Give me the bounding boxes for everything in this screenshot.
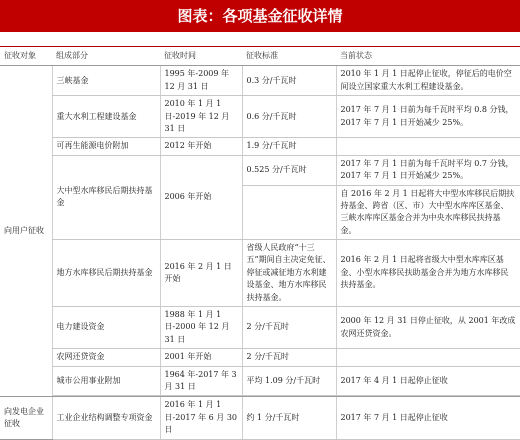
cell-time: 1988 年 1 月 1 日-2000 年 12 月 31 日 xyxy=(160,307,242,349)
cell-standard: 1.9 分/千瓦时 xyxy=(242,138,336,155)
table-header-row xyxy=(0,47,520,66)
cell-standard-empty xyxy=(242,185,336,240)
cell-status xyxy=(336,138,520,155)
table-row xyxy=(0,397,520,439)
cell-time: 2001 年开始 xyxy=(160,349,242,366)
cell-time: 2006 年开始 xyxy=(160,155,242,239)
table-row xyxy=(0,155,520,185)
cell-component: 电力建设资金 xyxy=(52,307,160,349)
table-row xyxy=(0,349,520,366)
cell-status: 2000 年 12 月 31 日停止征收，从 2001 年改成农网还贷资金。 xyxy=(336,307,520,349)
cell-component: 农网还贷资金 xyxy=(52,349,160,366)
cell-component: 三峡基金 xyxy=(52,66,160,96)
cell-standard: 0.3 分/千瓦时 xyxy=(242,66,336,96)
cell-component: 地方水库移民后期扶持基金 xyxy=(52,240,160,307)
cell-standard: 0.6 分/千瓦时 xyxy=(242,96,336,138)
table-row xyxy=(0,366,520,396)
group-generators-label: 向发电企业征收 xyxy=(0,397,52,439)
cell-standard: 省级人民政府“十三五”期间自主决定免征、停征或减征地方水利建设基金、地方水库移民扶持基金。 xyxy=(242,240,336,307)
cell-status: 2017 年 4 月 1 日起停止征收 xyxy=(336,366,520,396)
cell-component: 重大水利工程建设基金 xyxy=(52,96,160,138)
cell-time: 1964 年-2017 年 3 月 31 日 xyxy=(160,366,242,396)
table-row xyxy=(0,307,520,349)
group-users-label: 向用户征收 xyxy=(0,66,52,397)
cell-standard: 0.525 分/千瓦时 xyxy=(242,155,336,185)
cell-time: 1995 年-2009 年 12 月 31 日 xyxy=(160,66,242,96)
header-component: 组成部分 xyxy=(52,47,160,66)
cell-time: 2012 年开始 xyxy=(160,138,242,155)
cell-status: 2017 年 7 月 1 日前为每千瓦时平均 0.8 分钱，2017 年 7 月 1 日开始减少 25%。 xyxy=(336,96,520,138)
cell-status: 2016 年 2 月 1 日起将省级大中型水库库区基金、小型水库移民扶助基金合并为地方水库移民扶持基金。 xyxy=(336,240,520,307)
cell-standard: 约 1 分/千瓦时 xyxy=(242,397,336,439)
cell-status: 2017 年 7 月 1 日起停止征收 xyxy=(336,397,520,439)
fund-table-container xyxy=(0,46,520,440)
header-time: 征收时间 xyxy=(160,47,242,66)
header-object: 征收对象 xyxy=(0,47,52,66)
table-row xyxy=(0,138,520,155)
table-row xyxy=(0,240,520,307)
table-row xyxy=(0,96,520,138)
cell-status: 自 2016 年 2 月 1 日起将大中型水库移民后期扶持基金、跨省（区、市）大中型水库库区基金、三峡水库库区基金合并为中央水库移民扶持基金。 xyxy=(336,185,520,240)
cell-status: 2010 年 1 月 1 日起停止征收，停征后的电价空间设立国家重大水利工程建设基金。 xyxy=(336,66,520,96)
cell-time: 2016 年 1 月 1 日-2017 年 6 月 30 日 xyxy=(160,397,242,439)
cell-time: 2016 年 2 月 1 日开始 xyxy=(160,240,242,307)
cell-time: 2010 年 1 月 1 日-2019 年 12 月 31 日 xyxy=(160,96,242,138)
cell-status: 2017 年 7 月 1 日前为每千瓦时平均 0.7 分钱，2017 年 7 月 1 日开始减少 25%。 xyxy=(336,155,520,185)
cell-component: 大中型水库移民后期扶持基金 xyxy=(52,155,160,239)
table-row xyxy=(0,66,520,96)
chart-title: 图表：各项基金征收详情 xyxy=(0,0,520,32)
cell-standard: 2 分/千瓦时 xyxy=(242,307,336,349)
header-status: 当前状态 xyxy=(336,47,520,66)
cell-standard: 2 分/千瓦时 xyxy=(242,349,336,366)
cell-component: 城市公用事业附加 xyxy=(52,366,160,396)
fund-table xyxy=(0,46,520,440)
cell-status xyxy=(336,349,520,366)
header-standard: 征收标准 xyxy=(242,47,336,66)
cell-component: 可再生能源电价附加 xyxy=(52,138,160,155)
cell-component: 工业企业结构调整专项资金 xyxy=(52,397,160,439)
cell-standard: 平均 1.09 分/千瓦时 xyxy=(242,366,336,396)
